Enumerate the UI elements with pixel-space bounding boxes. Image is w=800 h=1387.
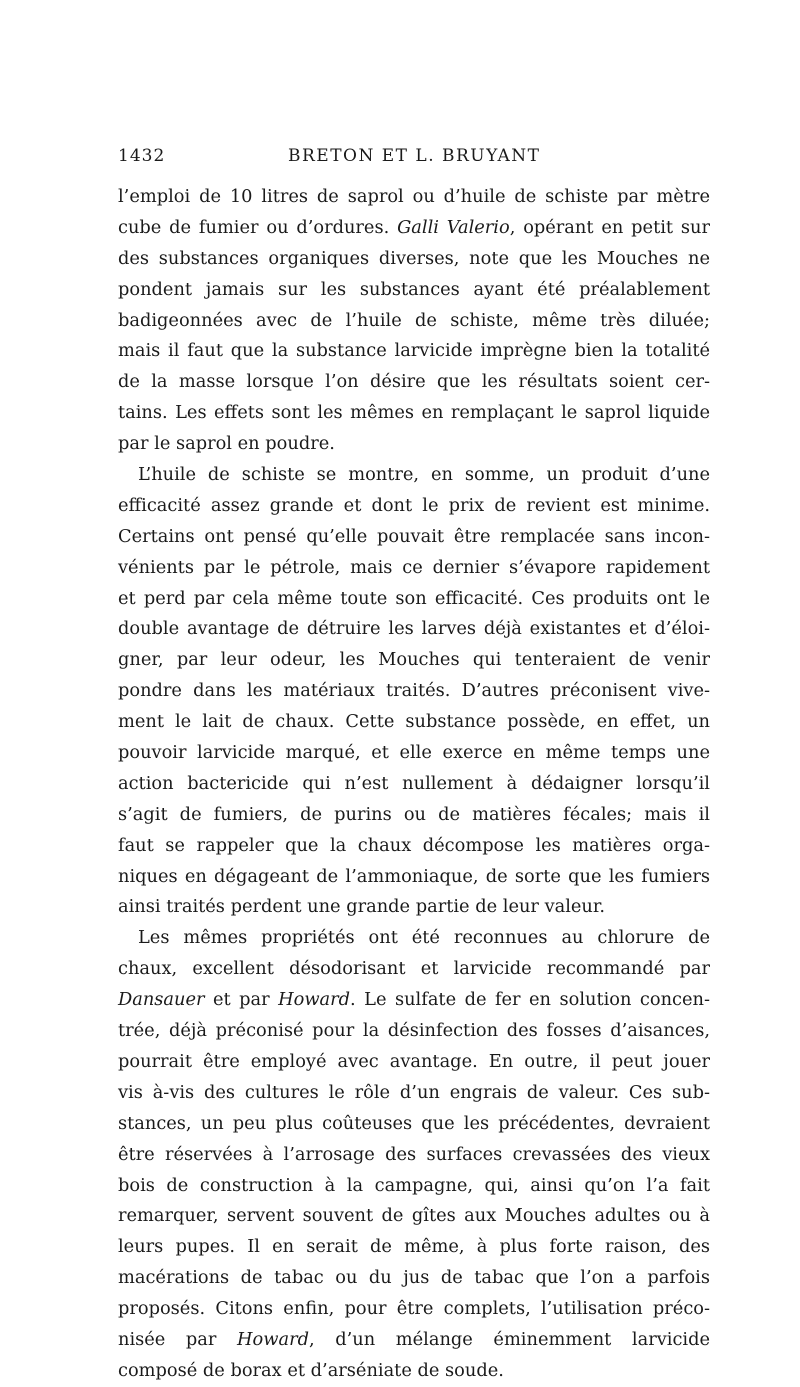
text-line [118, 491, 710, 522]
text-segment: efficacité assez grande et dont le prix de revient est minime. [118, 494, 710, 516]
text-line [118, 213, 710, 244]
text-segment: pondre dans les matériaux traités. D’autres préconisent vive- [118, 680, 710, 702]
text-segment: niques en dégageant de l’ammoniaque, de sorte que les fumiers [118, 865, 710, 887]
text-line [118, 1201, 710, 1232]
text-line [118, 1232, 710, 1263]
text-segment: , d’un mélange éminemment larvicide [308, 1328, 710, 1350]
text-line [118, 923, 710, 954]
text-line [118, 1263, 710, 1294]
text-line [118, 244, 710, 275]
text-segment: L’huile de schiste se montre, en somme, un produit d’une [138, 464, 710, 486]
text-line [118, 738, 710, 769]
text-line [118, 831, 710, 862]
text-line [118, 553, 710, 584]
text-line [118, 522, 710, 553]
text-line [118, 769, 710, 800]
text-line [118, 645, 710, 676]
text-line [118, 1294, 710, 1325]
text-line [118, 275, 710, 306]
text-segment: pourrait être employé avec avantage. En outre, il peut jouer [118, 1050, 710, 1072]
italic-author-name: Galli Valerio [397, 216, 510, 238]
text-line [118, 367, 710, 398]
text-line [118, 1356, 710, 1387]
paragraph [118, 182, 710, 460]
text-segment: être réservées à l’arrosage des surfaces crevassées des vieux [118, 1143, 710, 1165]
running-head: BRETON ET L. BRUYANT [288, 146, 541, 166]
paragraph [118, 460, 710, 923]
text-segment: trée, déjà préconisé pour la désinfection des fosses d’aisances, [118, 1020, 710, 1042]
text-segment: s’agit de fumiers, de purins ou de matières fécales; mais il [118, 803, 710, 825]
text-segment: et perd par cela même toute son efficacité. Ces produits ont le [118, 587, 710, 609]
text-segment: badigeonnées avec de l’huile de schiste, même très diluée; [118, 309, 710, 331]
text-line [118, 1016, 710, 1047]
text-segment: action bactericide qui n’est nullement à dédaigner lorsqu’il [118, 772, 710, 794]
text-line [118, 707, 710, 738]
text-segment: composé de borax et d’arséniate de soude. [118, 1359, 504, 1381]
text-line [118, 1109, 710, 1140]
text-segment: chaux, excellent désodorisant et larvicide recommandé par [118, 958, 710, 980]
text-segment: cube de fumier ou d’ordures. [118, 216, 398, 238]
text-segment: bois de construction à la campagne, qui, ainsi qu’on l’a fait [118, 1174, 710, 1196]
text-line [118, 1171, 710, 1202]
page-header [118, 146, 710, 170]
text-line [118, 676, 710, 707]
text-segment: l’emploi de 10 litres de saprol ou d’huile de schiste par mètre [118, 186, 710, 207]
text-segment: vénients par le pétrole, mais ce dernier s’évapore rapidement [118, 556, 710, 578]
text-segment: de la masse lorsque l’on désire que les résultats soient cer- [118, 371, 710, 393]
text-line [118, 460, 710, 491]
text-segment: stances, un peu plus coûteuses que les précédentes, devraient [118, 1112, 710, 1134]
text-line [118, 398, 710, 429]
text-line [118, 584, 710, 615]
text-segment: vis à-vis des cultures le rôle d’un engrais de valeur. Ces sub- [118, 1081, 710, 1103]
text-line [118, 336, 710, 367]
text-line [118, 892, 710, 923]
text-segment: , opérant en petit sur [509, 216, 710, 238]
text-line [118, 182, 710, 213]
text-segment: faut se rappeler que la chaux décompose les matières orga- [118, 834, 710, 856]
text-segment: ainsi traités perdent une grande partie de leur valeur. [118, 896, 606, 918]
page-number: 1432 [118, 146, 166, 166]
text-segment: remarquer, servent souvent de gîtes aux Mouches adultes ou à [118, 1205, 710, 1227]
text-line [118, 1047, 710, 1078]
text-line [118, 954, 710, 985]
text-line [118, 800, 710, 831]
text-segment: mais il faut que la substance larvicide imprègne bien la totalité [118, 340, 710, 362]
text-segment: proposés. Citons enfin, pour être complets, l’utilisation préco- [118, 1298, 710, 1320]
text-segment: double avantage de détruire les larves déjà existantes et d’éloi- [118, 618, 710, 640]
text-segment: gner, par leur odeur, les Mouches qui tenteraient de venir [118, 649, 710, 671]
italic-author-name: Howard [278, 989, 351, 1011]
text-segment: et par [204, 989, 279, 1011]
text-segment: Certains ont pensé qu’elle pouvait être remplacée sans incon- [118, 525, 710, 547]
text-segment: tains. Les effets sont les mêmes en remplaçant le saprol liquide [118, 402, 710, 424]
text-line [118, 862, 710, 893]
text-segment: . Le sulfate de fer en solution concen- [350, 989, 710, 1011]
text-line [118, 1325, 710, 1356]
text-segment: pondent jamais sur les substances ayant été préalablement [118, 278, 710, 300]
text-segment: Les mêmes propriétés ont été reconnues au chlorure de [138, 927, 710, 949]
text-segment: ment le lait de chaux. Cette substance possède, en effet, un [118, 711, 710, 733]
text-line [118, 306, 710, 337]
text-segment: pouvoir larvicide marqué, et elle exerce en même temps une [118, 742, 710, 764]
text-line [118, 985, 710, 1016]
text-segment: macérations de tabac ou du jus de tabac que l’on a parfois [118, 1267, 710, 1289]
italic-author-name: Dansauer [118, 989, 205, 1011]
text-segment: nisée par [118, 1328, 238, 1350]
text-line [118, 614, 710, 645]
text-segment: des substances organiques diverses, note que les Mouches ne [118, 247, 710, 269]
text-segment: par le saprol en poudre. [118, 433, 335, 455]
text-line [118, 1078, 710, 1109]
text-segment: leurs pupes. Il en serait de même, à plus forte raison, des [118, 1236, 710, 1258]
italic-author-name: Howard [237, 1328, 309, 1350]
text-line [118, 1140, 710, 1171]
text-line [118, 429, 710, 460]
paragraph [118, 923, 710, 1386]
body-text [118, 182, 710, 1387]
